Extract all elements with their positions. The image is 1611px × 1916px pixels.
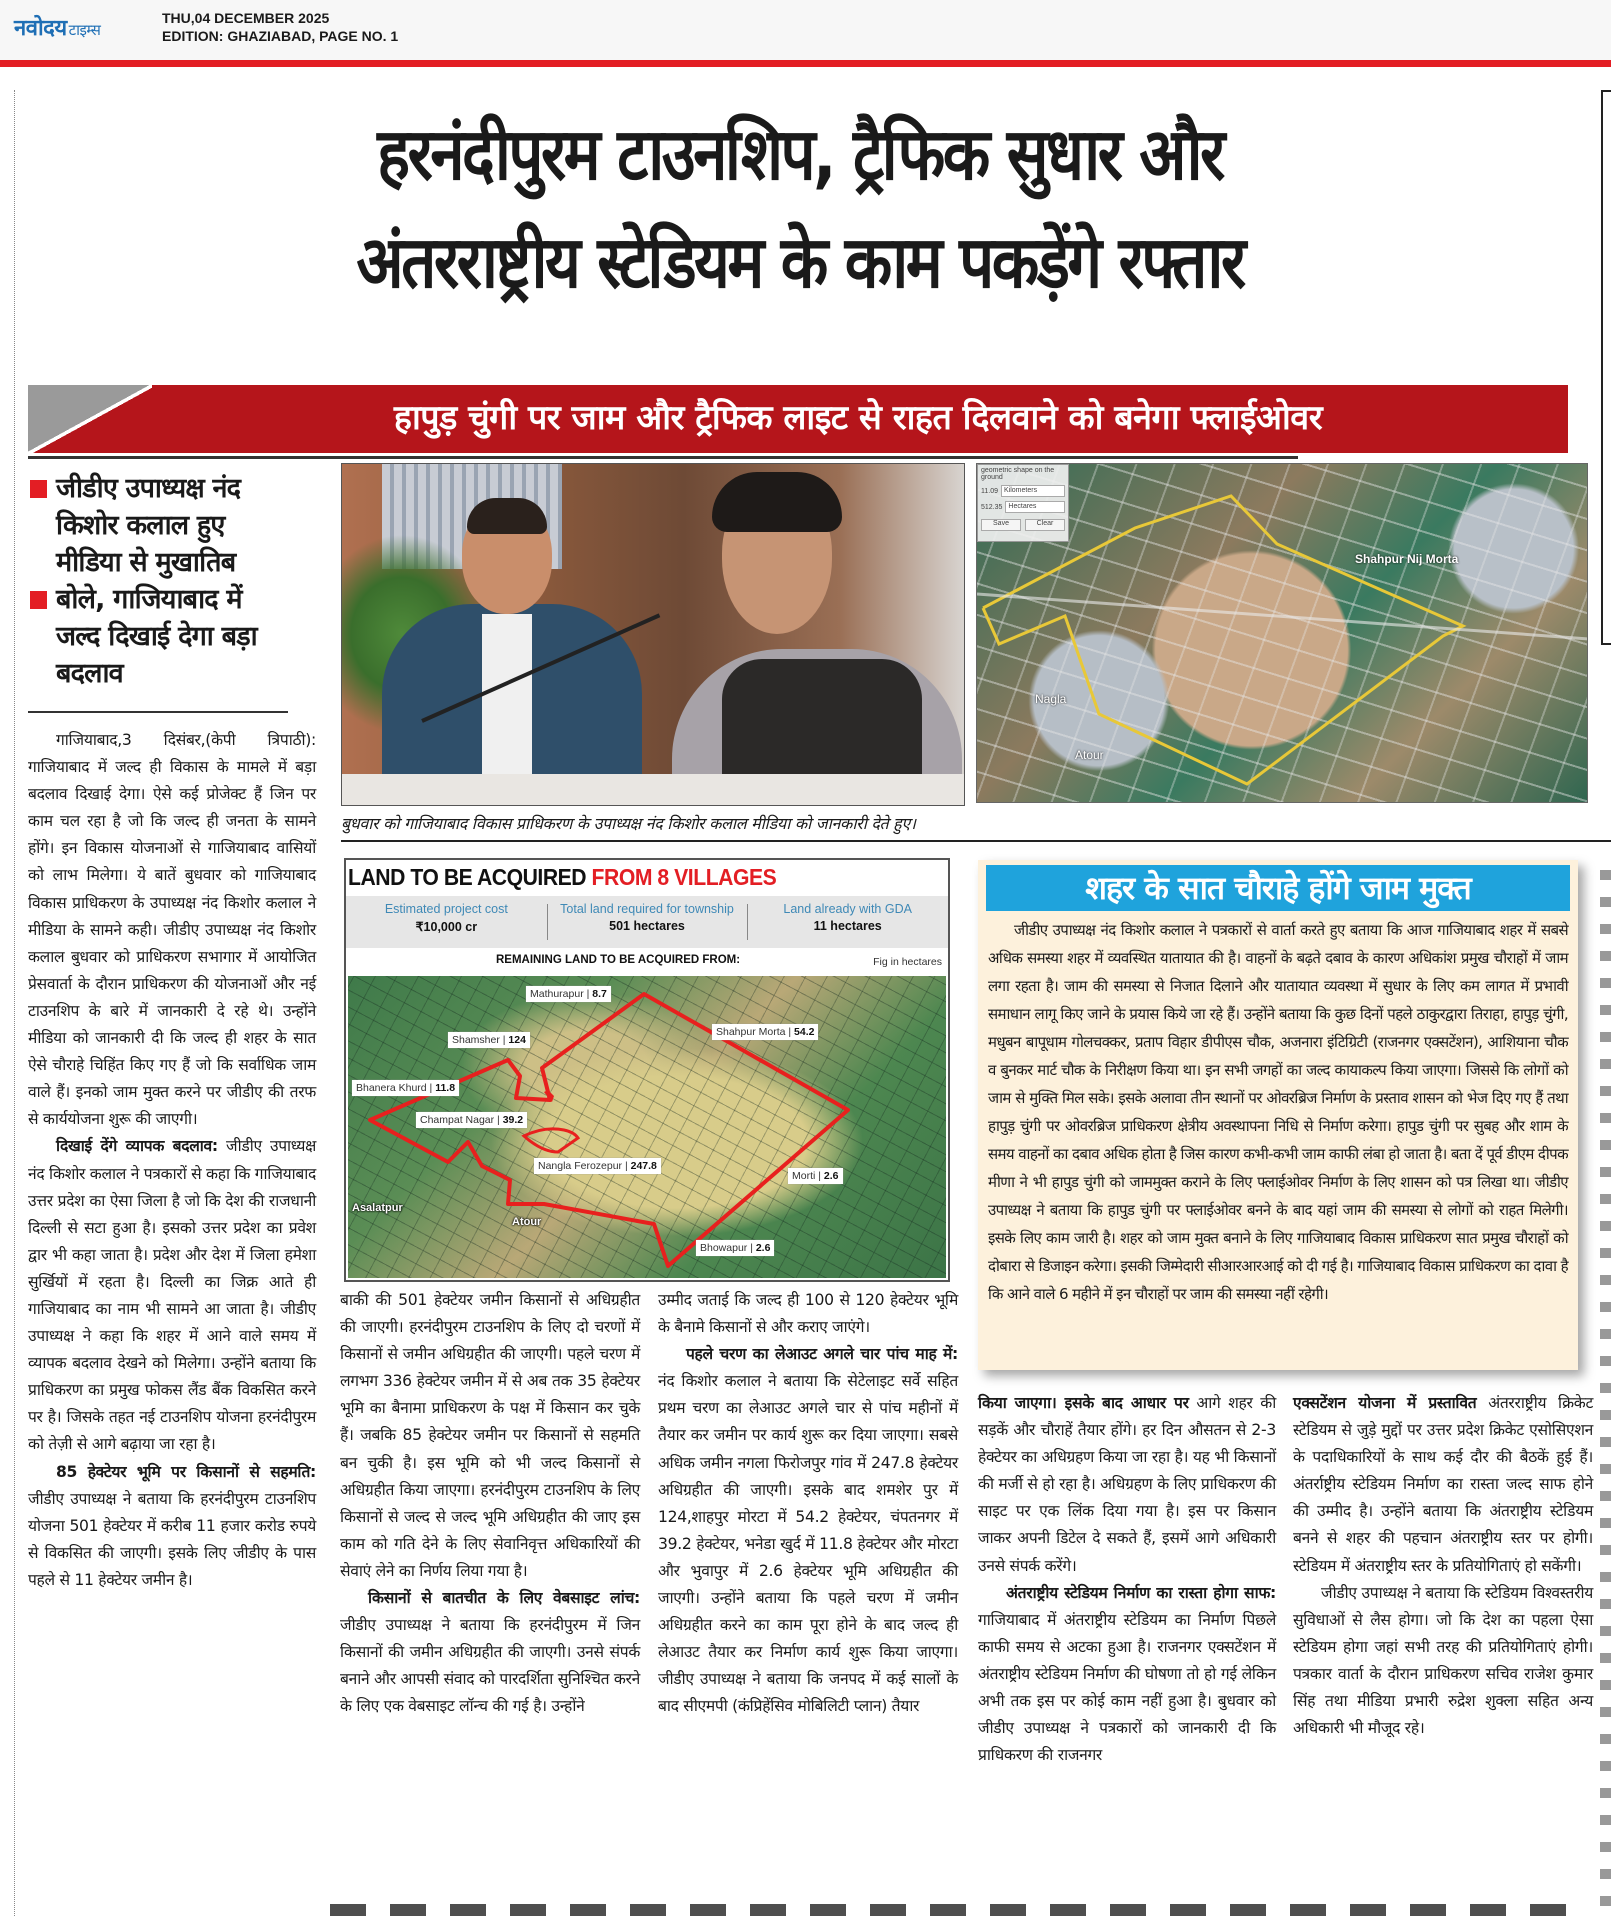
boxed-story-body: जीडीए उपाध्यक्ष नंद किशोर कलाल ने पत्रकारों से वार्ता करते हुए बताया कि आज गाजियाबाद शहर में सबसे अधिक समस्या शहर में व्यवस्थित यातायात की है। वाहनों के बढ़ते दबाव के कारण अधिकांश प्रमुख चौराहों में जाम लगा रहता है। जाम की समस्या से निजात दिलाने और यातायात व्यवस्था में सुधार के लिए कम लागत में प्रभावी समाधान लागू किए जाने के प्रयास किये जा रहे हैं। उन्होंने बताया कि कुछ दिनों पहले ठाकुरद्वारा तिराहा, हापुड़ चुंगी, मधुबन बापूधाम गोलचक्कर, प्रताप विहार डीपीएस चौक, अजनारा इंटिग्रिटी (राजनगर एक्सटेंशन), आशियाना चौक व बुनकर मार्ट चौक के निरीक्षण किया था। इन सभी जगहों का जल्द कायाकल्प किया जाएगा। जिससे कि लोगों को जाम से मुक्ति मिल सके। इसके अलावा तीन स्थानों पर ओवरब्रिज निर्माण के प्रस्ताव शासन को भेज दिए गए हैं तथा हापुड़ चुंगी पर ओवरब्रिज प्राधिकरण क्षेत्रीय अवस्थापना निधि से निर्माण करेगा। हापुड चुंगी पर सुबह और शाम के समय वाहनों का दबाव अधिक होता है जिस कारण कभी-कभी जाम काफी लंबा हो जाता है। बता दें पूर्व डीएम दीपक मीणा ने भी हापुड चुंगी को जाममुक्त कराने के लिए फ्लाईओवर निर्माण के लिए शासन को पत्र लिखा था। जीडीए उपाध्यक्ष ने बताया कि हापुड चुंगी पर फ्लाईओवर बनने के बाद यहां जाम की समस्या से लोगों को राहत मिलेगी। इसके लिए काम जारी है। शहर को जाम मुक्त बनाने के लिए गाजियाबाद विकास प्राधिकरण सात प्रमुख चौराहों को दोबारा से डिजाइन करेगा। इसकी जिम्मेदारी सीआरआरआई को दी गई है। गाजियाबाद विकास प्राधिकरण का दावा है कि आने वाले 6 महीने में इन चौराहों पर जाम की समस्या नहीं रहेगी। <box>988 921 1568 1303</box>
village-map[interactable] <box>348 976 946 1278</box>
press-conference-photo[interactable] <box>341 463 965 806</box>
headline-line-1: हरनंदीपुरम टाउनशिप, ट्रैफिक सुधार और <box>377 112 1223 196</box>
highlight-text: बोले, गाजियाबाद में जल्द दिखाई देगा बड़ा बदलाव <box>56 584 257 689</box>
subhead: पहले चरण का लेआउट अगले चार पांच माह में: <box>686 1345 958 1364</box>
paragraph <box>1293 1390 1593 1580</box>
satellite-map-image[interactable] <box>976 463 1588 803</box>
subheadline-banner <box>28 385 1568 453</box>
red-square-bullet-icon <box>30 591 47 609</box>
photo-person-right-hair <box>712 472 842 532</box>
photo-person-left-hair <box>467 498 547 534</box>
highlight-text: जीडीए उपाध्यक्ष नंद किशोर कलाल हुए मीडिया से मुखातिब <box>56 473 241 578</box>
subhead-paragraph <box>28 1133 316 1458</box>
photo-caption: बुधवार को गाजियाबाद विकास प्राधिकरण के उपाध्यक्ष नंद किशोर कलाल मीडिया को जानकारी देते हुए। <box>341 814 916 833</box>
paragraph <box>978 1390 1276 1580</box>
sat-label-nagla: Nagla <box>1035 692 1067 706</box>
sat-label-shahpur: Shahpur Nij Morta <box>1355 552 1459 566</box>
length-unit-select[interactable]: Kilometers <box>1001 485 1065 497</box>
measure-panel-title: geometric shape on the ground <box>981 467 1055 481</box>
continued-bold-text: एक्सटेंशन योजना में प्रस्तावित <box>1293 1394 1477 1412</box>
subheadline-text: हापुड़ चुंगी पर जाम और ट्रैफिक लाइट से राहत दिलवाने को बनेगा फ्लाईओवर <box>393 398 1323 438</box>
subhead-paragraph <box>340 1585 640 1720</box>
highlight-item <box>28 581 290 692</box>
paragraph-text: अंतरराष्ट्रीय क्रिकेट स्टेडियम से जुड़े मुद्दों पर उत्तर प्रदेश क्रिकेट एसोसिएशन के पदाधिकारियों के साथ कई दौर की बैठकें हुई हैं। अंतर्राष्ट्रीय स्टेडियम निर्माण का रास्ता जल्द साफ होने की उम्मीद है। उन्होंने बताया कि अंतराष्ट्रीय स्टेडियम बनने से शहर की पहचान अंतराष्ट्रीय स्तर पर होगी। स्टेडियम में अंतराष्ट्रीय स्तर के प्रतियोगिताएं हो सकेंगी। <box>1293 1394 1593 1575</box>
newspaper-logo[interactable] <box>14 12 100 42</box>
unit-note: Fig in hectares <box>873 956 942 968</box>
stat-label: Total land required for township <box>560 902 734 916</box>
measure-buttons <box>981 519 1065 531</box>
village-label-bhanera-khurd: Bhanera Khurd | 11.8 <box>352 1080 459 1096</box>
subhead: 85 हेक्टेयर भूमि पर किसानों से सहमति: <box>56 1462 316 1481</box>
stat-total-land <box>547 896 748 948</box>
subhead-paragraph <box>658 1341 958 1720</box>
paragraph-text: गाजियाबाद में अंतराष्ट्रीय स्टेडियम का निर्माण पिछले काफी समय से अटका हुआ है। राजनगर एक्सटेंशन में अंतराष्ट्रीय स्टेडियम निर्माण की घोषणा तो हो गई लेकिन अभी तक इस पर कोई काम नहीं हुआ है। बुधवार को जीडीए उपाध्यक्ष ने पत्रकारों को जानकारी दी कि प्राधिकरण की राजनगर <box>978 1610 1276 1765</box>
length-value: 11.09 <box>981 487 998 495</box>
brand-name: नवोदय <box>14 16 67 41</box>
stat-label: Land already with GDA <box>783 902 912 916</box>
banner-underline <box>28 456 1298 459</box>
area-unit-select[interactable]: Hectares <box>1005 501 1065 513</box>
adjacent-story-box <box>1601 90 1611 645</box>
village-label-mathurapur: Mathurapur | 8.7 <box>526 986 611 1002</box>
article-column-4 <box>978 1390 1276 1769</box>
infographic-title <box>348 860 776 894</box>
brand-suffix: टाइम्स <box>68 21 101 39</box>
article-column-1 <box>28 727 316 1594</box>
village-label-morti: Morti | 2.6 <box>788 1168 843 1184</box>
column-dotted-divider <box>14 90 15 1916</box>
photo-person-left-shirt <box>482 614 532 784</box>
paragraph: जीडीए उपाध्यक्ष ने बताया कि स्टेडियम विश्वस्तरीय सुविधाओं से लैस होगा। जो कि देश का पहला ऐसा स्टेडियम होगा जहां सभी तरह की प्रतियोगिताएं होगी। पत्रकार वार्ता के दौरान प्राधिकरण सचिव राजेश कुमार सिंह तथा मीडिया प्रभारी रुद्रेश शुक्ला सहित अन्य अधिकारी भी मौजूद रहे। <box>1293 1583 1593 1738</box>
place-label-asalatpur: Asalatpur <box>352 1202 403 1214</box>
paragraph: गाजियाबाद,3 दिसंबर,(केपी त्रिपाठी): गाजियाबाद में जल्द ही विकास के मामले में बड़ा बदलाव दिखाई देगा। ऐसे कई प्रोजेक्ट हैं जिन पर काम चल रहा है जो कि जल्द ही जनता के सामने होंगे। इन विकास योजनाओं से गाजियाबाद वासियों को लाभ मिलेगा। ये बातें बुधवार को गाजियाबाद विकास प्राधिकरण के उपाध्यक्ष नंद किशोर कलाल ने मीडिया के सामने कही। जीडीए उपाध्यक्ष नंद किशोर कलाल बुधवार को प्राधिकरण सभागार में आयोजित प्रेसवार्ता के दौरान प्राधिकरण की योजनाओं और नई टाउनशिप के बारे में जानकारी दे रहे थे। उन्होंने मीडिया को जानकारी दी कि जल्द ही शहर के सात ऐसे चौराहे चिहिंत किए गए हैं जो कि सर्वाधिक जाम वाले हैं। इनको जाम मुक्त करने पर जीडीए की तरफ से कार्ययोजना शुरू की जाएगी। <box>28 731 316 1129</box>
highlight-item <box>28 470 290 581</box>
paragraph: उम्मीद जताई कि जल्द ही 100 से 120 हेक्टेयर भूमि के बैनामे किसानों से और कराए जाएंगे। <box>658 1291 958 1337</box>
clear-button[interactable]: Clear <box>1025 519 1065 531</box>
land-acquisition-infographic <box>344 858 950 1282</box>
remaining-land-heading: REMAINING LAND TO BE ACQUIRED FROM: <box>496 954 741 966</box>
boxed-story-title: शहर के सात चौराहे होंगे जाम मुक्त <box>986 865 1570 911</box>
main-headline <box>138 100 1462 316</box>
village-label-champat-nagar: Champat Nagar | 39.2 <box>416 1112 527 1128</box>
village-label-shamsher: Shamsher | 124 <box>448 1032 530 1048</box>
infographic-title-red: FROM 8 VILLAGES <box>591 864 777 890</box>
continued-bold-text: किया जाएगा। इसके बाद आधार पर <box>978 1394 1189 1412</box>
village-label-bhowapur: Bhowapur | 2.6 <box>696 1240 774 1256</box>
stat-land-with-gda <box>747 896 948 948</box>
edition-info <box>162 9 398 45</box>
issue-date: THU,04 DECEMBER 2025 <box>162 10 330 26</box>
infographic-subheader <box>346 950 948 974</box>
paragraph-text: नंद किशोर कलाल ने बताया कि सेटेलाइट सर्वे सहित प्रथम चरण का लेआउट अगले चार से पांच महीनों में तैयार कर जमीन पर कार्य शुरू कर दिया जाएगा। सबसे अधिक जमीन नगला फिरोजपुर गांव में 247.8 हेक्टेयर अधिग्रहीत की जाएगी। इसके बाद शमशेर पुर में 124,शाहपुर मोरटा में 54.2 हेक्टेयर, चंपतनगर में 39.2 हेक्टेयर, भनेडा खुर्द में 11.8 हेक्टेयर और मोरटा और भुवापुर में 2.6 हेक्टेयर भूमि अधिग्रहीत की जाएगी। उन्होंने बताया कि पहले चरण में जमीन अधिग्रहीत करने का काम पूरा होने के बाद जल्द ही लेआउट तैयार कर निर्माण कार्य शुरू किया जाएगा। जीडीए उपाध्यक्ष ने बताया कि जनपद में कई सालों के बाद सीएमपी (कंप्रिहेंसिव मोबिलिटी प्लान) तैयार <box>658 1372 958 1716</box>
paragraph: बाकी की 501 हेक्टेयर जमीन किसानों से अधिग्रहीत की जाएगी। हरनंदीपुरम टाउनशिप के लिए दो चरणों में किसानों से जमीन अधिग्रहीत की जाएगी। पहले चरण में लगभग 336 हेक्टेयर जमीन में से अब तक 35 हेक्टेयर भूमि का बैनामा प्राधिकरण के पक्ष में किसान कर चुके हैं। जबकि 85 हेक्टेयर जमीन पर किसानों से सहमति बन चुकी है। इस भूमि को भी जल्द किसानों से अधिग्रहीत किया जाएगा। हरनंदीपुरम टाउनशिप के लिए किसानों से जल्द से जल्द भूमि अधिग्रहीत की जाए इस काम को गति देने के लिए सेवानिवृत्त अधिकारियों की सेवाएं लेने का निर्णय लिया गया है। <box>340 1291 640 1580</box>
highlights-underline <box>28 711 288 713</box>
subhead-paragraph <box>978 1580 1276 1770</box>
masthead-red-rule <box>0 60 1611 67</box>
infographic-title-black: LAND TO BE ACQUIRED <box>348 864 587 890</box>
adjacent-story-cutoff <box>1597 90 1611 1916</box>
paragraph-text: जीडीए उपाध्यक्ष नंद किशोर कलाल ने पत्रकारों से कहा कि गाजियाबाद उत्तर प्रदेश का ऐसा जिला है जो कि देश की राजधानी दिल्ली से सटा हुआ है। इसको उत्तर प्रदेश का प्रवेश द्वार भी कहा जाता है। प्रदेश और देश में जिला हमेशा सुर्खियों में रहता है। दिल्ली का जिक्र आते ही गाजियाबाद का नाम भी सामने आ जाता है। जीडीए उपाध्यक्ष ने कहा कि शहर में आने वाले समय में व्यापक बदलाव देखने को मिलेगा। उन्होंने बताया कि प्राधिकरण का प्रमुख फोकस लैंड बैंक विकसित करने पर है। जिसके तहत नई टाउनशिप योजना हरनंदीपुरम को तेज़ी से आगे बढ़ाया जा रहा है। <box>28 1137 316 1454</box>
adjacent-story-text <box>1600 870 1611 1916</box>
article-column-3 <box>658 1287 958 1721</box>
headline-line-2: अंतरराष्ट्रीय स्टेडियम के काम पकड़ेंगे रफ्तार <box>356 220 1244 304</box>
stat-project-cost <box>346 896 547 948</box>
highlights-list <box>28 470 290 692</box>
subhead: किसानों से बातचीत के लिए वेबसाइट लांच: <box>368 1589 640 1608</box>
area-value: 512.35 <box>981 503 1003 511</box>
paragraph-text: जीडीए उपाध्यक्ष ने बताया कि हरनंदीपुरम में जिन किसानों की जमीन अधिग्रहीत की जाएगी। उनसे संपर्क बनाने और आपसी संवाद को पारदर्शिता सुनिश्चित करने के लिए एक वेबसाइट लॉन्च की गई है। उन्होंने <box>340 1616 640 1716</box>
save-button[interactable]: Save <box>981 519 1021 531</box>
red-square-bullet-icon <box>30 480 47 498</box>
next-headline-cutoff <box>330 1904 1580 1916</box>
paragraph-text: आगे शहर की सड़कें और चौराहें तैयार होंगे। हर दिन औसतन से 2-3 हेक्टेयर का अधिग्रहण किया जा रहा है। यह भी किसानों की मर्जी से हो रहा है। अधिग्रहण के लिए प्राधिकरण की साइट पर एक लिंक दिया गया है। इस पर किसान जाकर अपनी डिटेल दे सकते हैं, इसमें आगे अधिकारी उनसे संपर्क करेंगे। <box>978 1394 1276 1575</box>
article-column-2 <box>340 1287 640 1721</box>
stat-value: 501 hectares <box>609 919 685 933</box>
boxed-story-traffic <box>978 860 1578 1370</box>
banner-grey-wedge <box>28 385 152 453</box>
subhead-paragraph <box>28 1459 316 1594</box>
village-label-shahpur-morta: Shahpur Morta | 54.2 <box>712 1024 818 1040</box>
photo-desk <box>342 774 965 806</box>
stat-value: ₹10,000 cr <box>415 920 478 934</box>
place-label-atour: Atour <box>512 1216 542 1228</box>
village-label-nangla-ferozepur: Nangla Ferozepur | 247.8 <box>534 1158 661 1174</box>
caption-underline <box>341 840 1611 842</box>
subhead: अंतराष्ट्रीय स्टेडियम निर्माण का रास्ता होगा साफ: <box>1006 1583 1276 1602</box>
edition-page: EDITION: GHAZIABAD, PAGE NO. 1 <box>162 28 399 44</box>
measure-panel <box>977 464 1069 542</box>
article-column-5 <box>1293 1390 1593 1742</box>
masthead <box>0 0 1611 60</box>
infographic-stats <box>346 896 948 948</box>
sat-label-atour: Atour <box>1075 748 1104 762</box>
stat-value: 11 hectares <box>813 919 882 933</box>
length-row <box>981 485 1065 497</box>
paragraph-text: जीडीए उपाध्यक्ष ने बताया कि हरनंदीपुरम टाउनशिप योजना 501 हेक्टेयर में करीब 11 हजार करोड रुपये से विकसित की जाएगी। इसके लिए जीडीए के पास पहले से 11 हेक्टेयर जमीन है। <box>28 1489 316 1589</box>
area-row <box>981 501 1065 513</box>
subhead: दिखाई देंगे व्यापक बदलाव: <box>56 1137 218 1156</box>
stat-label: Estimated project cost <box>384 902 508 916</box>
